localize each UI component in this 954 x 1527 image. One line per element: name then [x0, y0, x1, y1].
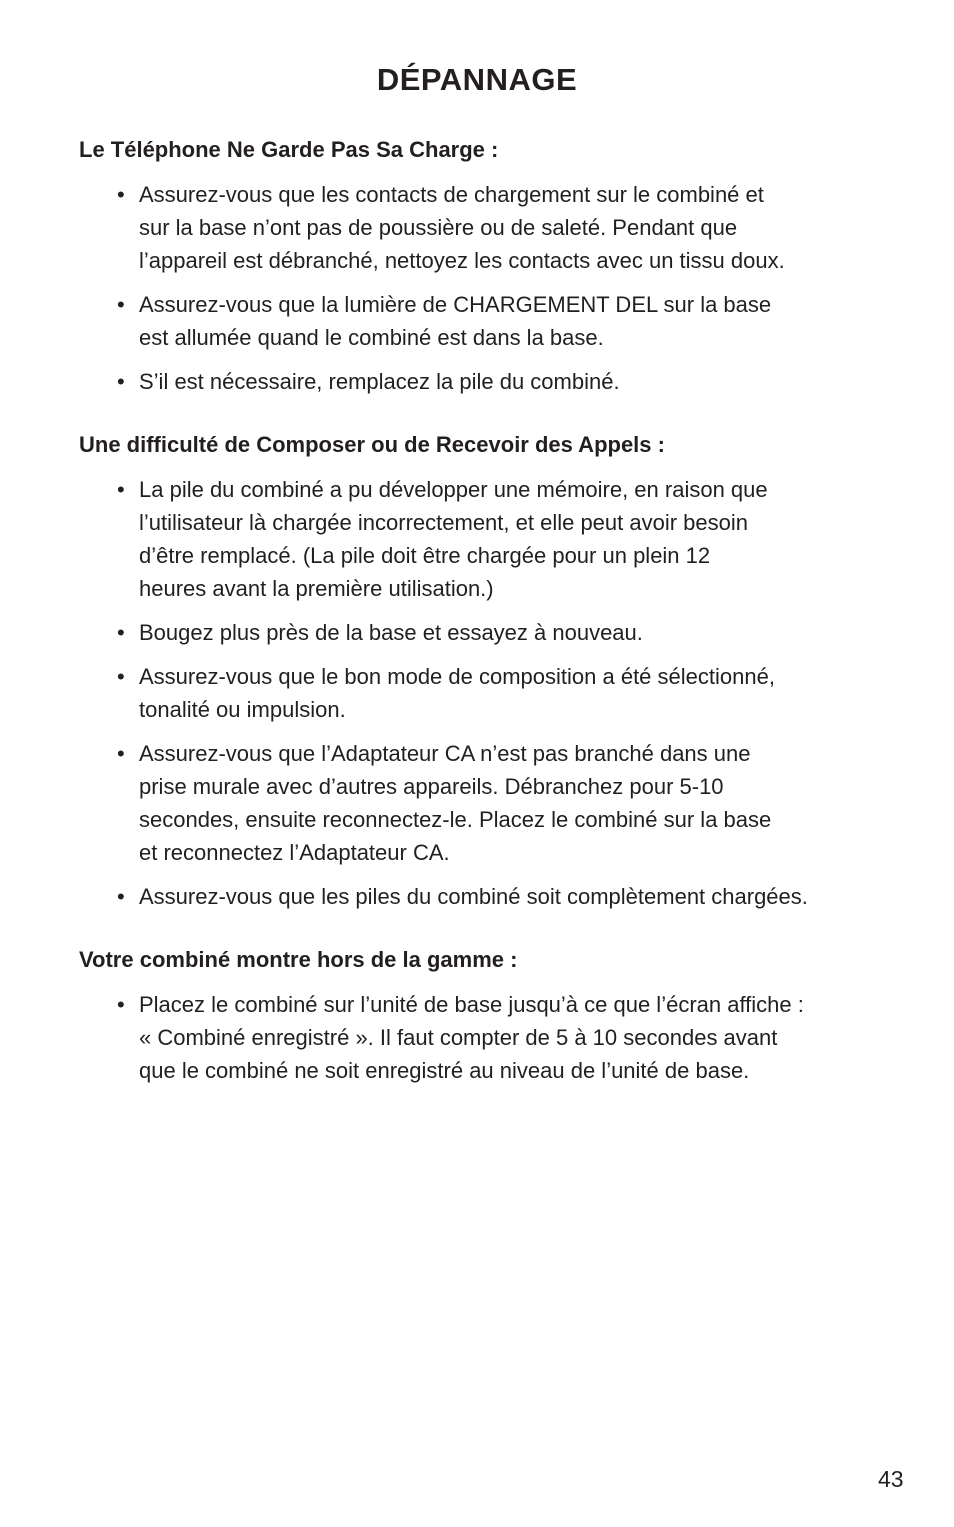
bullet-text: Assurez-vous que l’Adaptateur CA n’est pas branché dans une prise murale avec d’autres appareils. Débranchez pour 5-10 secondes, ensuite reconnectez-le. Placez le combiné sur la base et reconnectez l’Adaptateur CA. [139, 741, 772, 865]
bullet-icon: • [117, 884, 125, 909]
list-item [117, 288, 887, 354]
list-item [117, 616, 887, 649]
section-heading-range: Votre combiné montre hors de la gamme : [79, 947, 518, 972]
bullet-icon: • [117, 477, 125, 502]
bullet-text: Assurez-vous que les piles du combiné soit complètement chargées. [139, 884, 808, 909]
list-item [117, 365, 887, 398]
bullet-list-range [117, 988, 887, 1087]
bullet-list-charge [117, 178, 887, 398]
bullet-list-calls [117, 473, 887, 913]
bullet-text: S’il est nécessaire, remplacez la pile du combiné. [139, 369, 620, 394]
list-item [117, 880, 887, 913]
bullet-icon: • [117, 992, 125, 1017]
list-item [117, 988, 887, 1087]
bullet-icon: • [117, 369, 125, 394]
list-item [117, 178, 887, 277]
section-heading-charge: Le Téléphone Ne Garde Pas Sa Charge : [79, 137, 499, 162]
bullet-icon: • [117, 620, 125, 645]
bullet-icon: • [117, 182, 125, 207]
page-number: 43 [878, 1466, 904, 1492]
list-item [117, 473, 887, 605]
section-heading-calls: Une difficulté de Composer ou de Recevoir des Appels : [79, 432, 665, 457]
page-title: DÉPANNAGE [376, 62, 578, 97]
bullet-text: Placez le combiné sur l’unité de base jusqu’à ce que l’écran affiche : « Combiné enregistré ». Il faut compter de 5 à 10 secondes avant que le combiné ne soit enregistré au niveau de l’unité de base. [139, 992, 804, 1083]
bullet-text: Assurez-vous que la lumière de CHARGEMENT DEL sur la base est allumée quand le combiné est dans la base. [139, 292, 772, 350]
list-item [117, 737, 887, 869]
bullet-text: Assurez-vous que les contacts de chargement sur le combiné et sur la base n’ont pas de poussière ou de saleté. Pendant que l’appareil est débranché, nettoyez les contacts avec un tissu doux. [139, 182, 785, 273]
bullet-text: La pile du combiné a pu développer une mémoire, en raison que l’utilisateur là chargée incorrectement, et elle peut avoir besoin d’être remplacé. (La pile doit être chargée pour un plein 12 heures avant la première utilisation.) [139, 477, 768, 601]
list-item [117, 660, 887, 726]
bullet-icon: • [117, 664, 125, 689]
bullet-text: Bougez plus près de la base et essayez à nouveau. [139, 620, 643, 645]
bullet-icon: • [117, 292, 125, 317]
bullet-text: Assurez-vous que le bon mode de composition a été sélectionné, tonalité ou impulsion. [139, 664, 775, 722]
bullet-icon: • [117, 741, 125, 766]
